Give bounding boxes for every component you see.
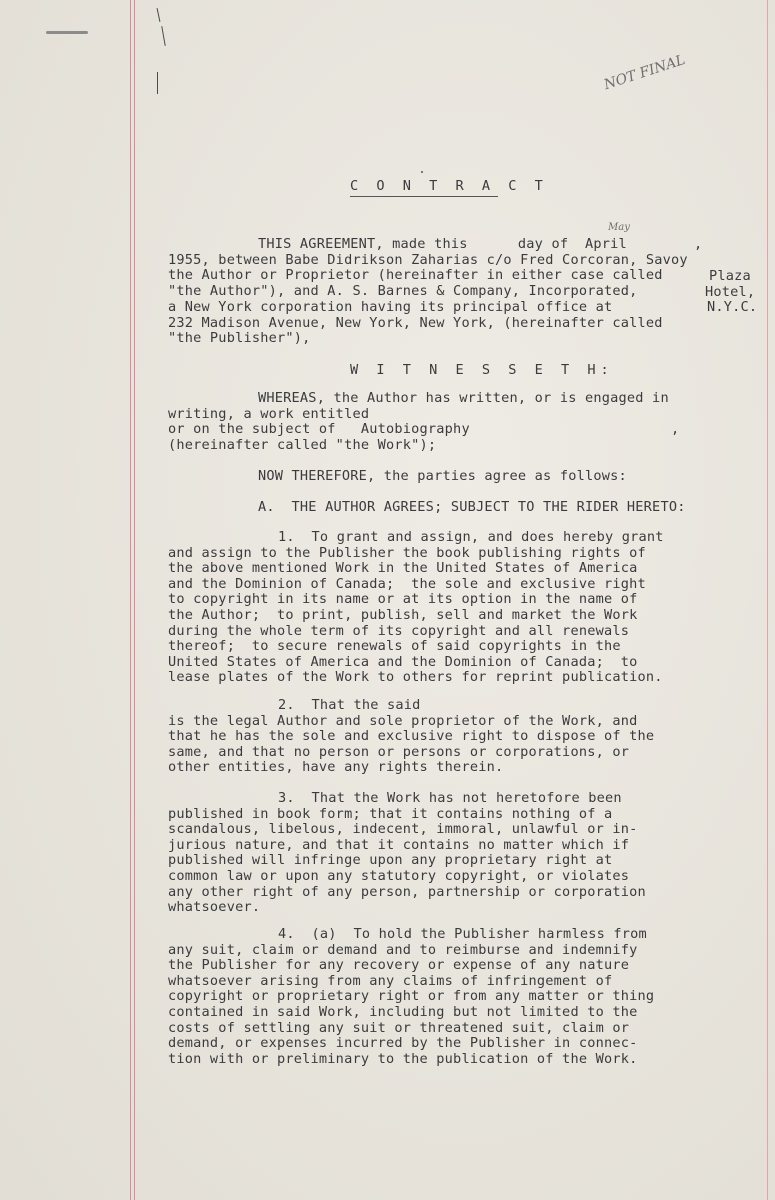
title-dot [421,171,423,173]
clause1-line: and assign to the Publisher the book publishing rights of [168,544,646,561]
clause4-line: the Publisher for any recovery or expense of any nature [168,957,630,974]
clause1-line: lease plates of the Work to others for reprint publication. [168,669,663,686]
pen-stroke [157,72,158,94]
margin-address-line: N.Y.C. [707,299,758,315]
clause1-line: and the Dominion of Canada; the sole and exclusive right [168,575,646,592]
preamble-line: 232 Madison Avenue, New York, New York, (hereinafter called [168,314,663,331]
preamble-line: a New York corporation having its principal office at [168,298,613,315]
margin-rule-left-2 [134,0,135,1200]
clause3-line: 3. That the Work has not heretofore been [278,790,622,806]
preamble-line: THIS AGREEMENT, made this day of April , [258,236,703,252]
margin-address-line: Plaza [709,268,751,284]
now-therefore-line: NOW THEREFORE, the parties agree as follows: [258,468,627,484]
margin-rule-right [767,0,768,1200]
witnesseth-heading: W I T N E S S E T H: [350,362,614,378]
clause2-line: that he has the sole and exclusive right to dispose of the [168,728,655,745]
whereas-line: WHEREAS, the Author has written, or is engaged in [258,390,669,406]
clause1-line: 1. To grant and assign, and does hereby grant [278,529,664,545]
clause1-line: during the whole term of its copyright and all renewals [168,622,630,639]
clause4-line: contained in said Work, including but not limited to the [168,1004,638,1020]
staple-mark [46,31,88,34]
title-underline [350,196,498,197]
section-a-heading: A. THE AUTHOR AGREES; SUBJECT TO THE RIDER HERETO: [258,499,686,515]
preamble-line: "the Author"), and A. S. Barnes & Company, Incorporated, [168,283,638,300]
clause3-line: any other right of any person, partnership or corporation [168,883,646,900]
clause4-line: any suit, claim or demand and to reimburse and indemnify [168,941,638,958]
clause4-line: whatsoever arising from any claims of infringement of [168,972,613,989]
clause4-line: demand, or expenses incurred by the Publisher in connec- [168,1035,638,1052]
clause3-line: scandalous, libelous, indecent, immoral, unlawful or in- [168,821,638,838]
clause3-line: common law or upon any statutory copyright, or violates [168,868,630,884]
preamble-line: 1955, between Babe Didrikson Zaharias c/o Fred Corcoran, Savoy [168,251,688,268]
pen-stroke [161,26,165,46]
clause3-line: whatsoever. [168,899,261,916]
whereas-line: writing, a work entitled [168,405,370,422]
document-title: C O N T R A C T [350,178,548,194]
clause3-line: published will infringe upon any proprietary right at [168,852,613,869]
handwritten-not-final: NOT FINAL [602,51,688,94]
clause1-line: United States of America and the Dominion of Canada; to [168,653,638,670]
clause2-line: other entities, have any rights therein. [168,759,504,776]
clause3-line: jurious nature, and that it contains no matter which if [168,836,630,853]
clause3-line: published in book form; that it contains nothing of a [168,805,613,822]
whereas-line: (hereinafter called "the Work"); [168,436,437,453]
clause2-line: is the legal Author and sole proprietor of the Work, and [168,712,638,729]
clause1-line: to copyright in its name or at its option in the name of [168,591,638,608]
clause4-line: tion with or preliminary to the publication of the Work. [168,1050,638,1067]
clause1-line: the above mentioned Work in the United States of America [168,560,638,577]
preamble-line: "the Publisher"), [168,330,311,347]
clause1-line: thereof; to secure renewals of said copyrights in the [168,638,621,655]
margin-address-line: Hotel, [705,284,756,300]
handwritten-may: May [608,222,630,233]
pen-stroke [157,8,161,22]
preamble-line: the Author or Proprietor (hereinafter in either case called [168,267,663,284]
clause1-line: the Author; to print, publish, sell and market the Work [168,607,638,623]
clause4-line: copyright or proprietary right or from any matter or thing [168,988,655,1005]
margin-rule-left-1 [130,0,131,1200]
clause2-line: 2. That the said [278,697,421,713]
clause4-line: costs of settling any suit or threatened suit, claim or [168,1019,630,1036]
whereas-line: or on the subject of Autobiography , [168,421,680,437]
clause2-line: same, and that no person or persons or corporations, or [168,743,630,760]
clause4-line: 4. (a) To hold the Publisher harmless from [278,926,647,942]
